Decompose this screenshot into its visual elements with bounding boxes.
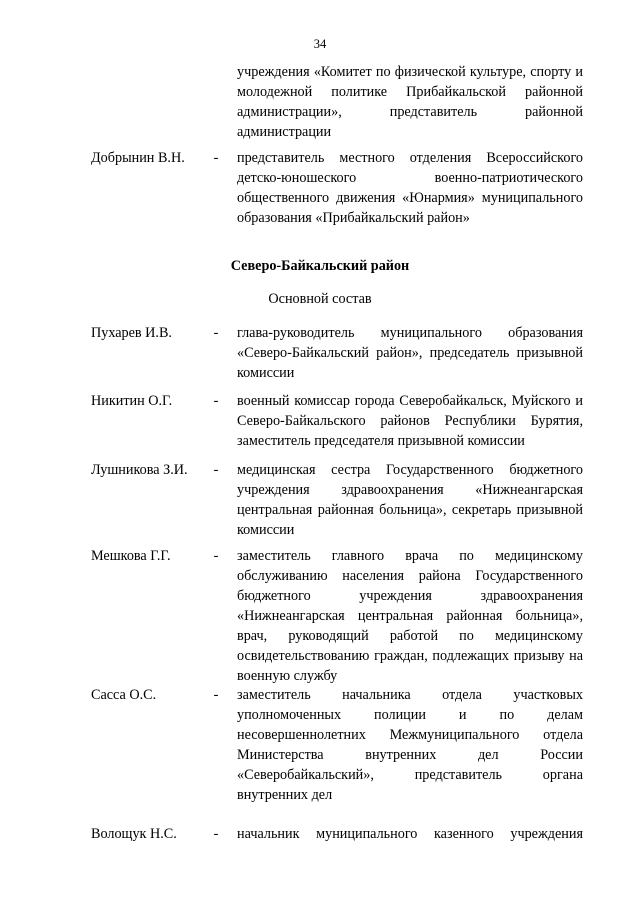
member-name: Сасса О.С. [91, 687, 157, 703]
member-description: глава-руководитель муниципального образования «Северо-Байкальский район», председатель призывной комиссии [237, 325, 583, 381]
separator-dash: - [213, 325, 219, 341]
member-name: Мешкова Г.Г. [91, 548, 171, 564]
member-description: медицинская сестра Государственного бюджетного учреждения здравоохранения «Нижнеангарская центральная районная больница», секретарь призывной комиссии [237, 462, 583, 538]
member-description: военный комиссар города Северобайкальск, Муйского и Северо-Байкальского районов Республики Бурятия, заместитель председателя призывной комиссии [237, 393, 583, 449]
page-number: 34 [313, 37, 327, 51]
separator-dash: - [213, 548, 219, 564]
member-name: Добрынин В.Н. [91, 150, 185, 166]
member-name: Пухарев И.В. [91, 325, 172, 341]
separator-dash: - [213, 462, 219, 478]
member-description: заместитель начальника отдела участковых уполномоченных полиции и по делам несовершеннолетних Межмуниципального отдела Министерства внутренних дел России «Северобайкальский», представитель органа внутренних дел [237, 687, 583, 803]
separator-dash: - [213, 826, 219, 842]
member-description: представитель местного отделения Всероссийского детско-юношеского военно-патриотического общественного движения «Юнармия» муниципального образования «Прибайкальский район» [237, 150, 583, 226]
separator-dash: - [213, 687, 219, 703]
district-title: Северо-Байкальский район [230, 258, 410, 274]
member-name: Никитин О.Г. [91, 393, 173, 409]
continuation-text: учреждения «Комитет по физической культуре, спорту и молодежной политике Прибайкальской районной администрации», представитель районной администрации [237, 64, 583, 140]
separator-dash: - [213, 150, 219, 166]
separator-dash: - [213, 393, 219, 409]
member-name: Лушникова З.И. [91, 462, 188, 478]
member-description: начальник муниципального казенного учреждения [237, 826, 583, 842]
member-description: заместитель главного врача по медицинскому обслуживанию населения района Государственного бюджетного учреждения здравоохранения «Нижнеангарская центральная районная больница», врач, руководящий работой по медицинскому освидетельствованию граждан, подлежащих призыву на военную службу [237, 548, 583, 684]
member-name: Волощук Н.С. [91, 826, 177, 842]
composition-subheading: Основной состав [268, 291, 372, 307]
